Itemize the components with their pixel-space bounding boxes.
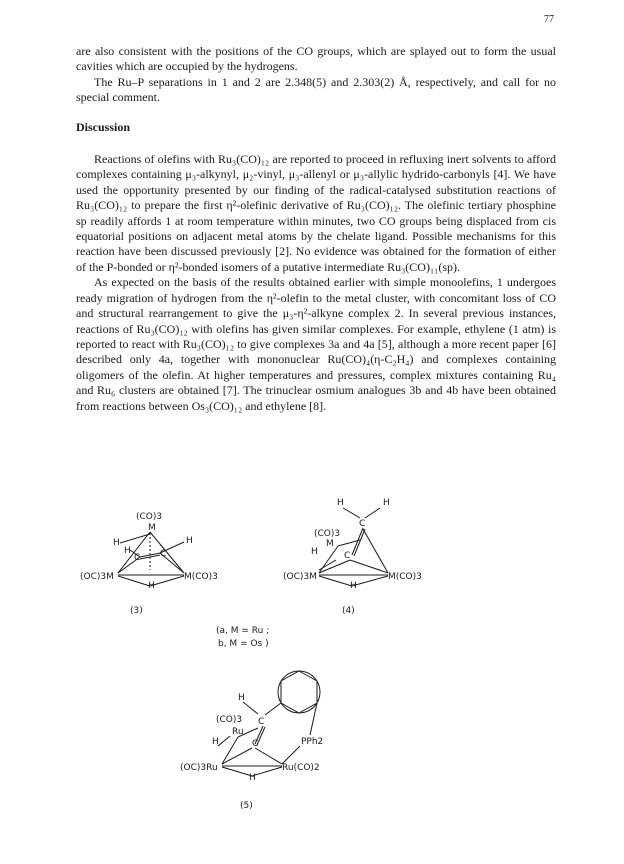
- paragraph-intro-1: are also consistent with the positions of the CO groups, which are splayed out to form the usual cavities which are occupied by the hydrogens.: [76, 44, 556, 74]
- s3-top-m: M: [148, 523, 156, 533]
- s3-h-left: H: [113, 538, 120, 548]
- structure-5: [180, 671, 323, 811]
- s4-bridge-h: H: [350, 581, 357, 591]
- s5-co: (CO)3: [216, 715, 243, 725]
- s5-label: (5): [240, 801, 253, 811]
- s3-c-right: C: [160, 549, 167, 559]
- s3-left-metal: (OC)3M: [80, 572, 114, 582]
- page-number: 77: [544, 14, 554, 25]
- s4-h: H: [311, 547, 318, 557]
- s4-h-left: H: [337, 498, 344, 508]
- s4-co: (CO)3: [314, 529, 341, 539]
- s5-bridge-h: H: [249, 773, 256, 783]
- s3-h-inner: H: [124, 546, 131, 556]
- s5-c-lower: C: [252, 739, 259, 749]
- structure-3: [80, 512, 218, 616]
- s5-pph2: PPh2: [301, 737, 324, 747]
- s3-top-co: (CO)3: [136, 512, 163, 522]
- s3-label: (3): [130, 606, 143, 616]
- s4-label: (4): [342, 606, 355, 616]
- s5-h-top: H: [238, 693, 245, 703]
- s5-c-top: C: [258, 717, 265, 727]
- s3-h-right: H: [186, 536, 193, 546]
- s4-c-lower: C: [344, 551, 351, 561]
- s4-c-top: C: [359, 519, 366, 529]
- legend-line-a: (a, M = Ru ;: [216, 626, 270, 636]
- s3-right-metal: M(CO)3: [184, 572, 218, 582]
- paragraph-discussion-1: Reactions of olefins with Ru₃(CO)₁₂ are reported to proceed in refluxing inert solvents to afford complexes containing μ₃-alkynyl, μ₂-vinyl, μ₃-allenyl or μ₃-allylic hydrido-carbonyls [4]. We have used the opportunity presented by our finding of the radical-catalysed substitution reactions of Ru₃(CO)₁₂ to prepare the first η²-olefinic derivative of Ru₃(CO)₁₂. The olefinic tertiary phosphine sp readily affords 1 at room temperature within minutes, two CO groups being displaced from cis equatorial positions on adjacent metal atoms by the chelate ligand. Possible mechanisms for this reaction have been discussed previously [2]. No evidence was obtained for the formation of either of the P-bonded or η²-bonded isomers of a putative intermediate Ru₃(CO)₁₁(sp).: [76, 152, 556, 274]
- section-heading: Discussion: [76, 119, 131, 134]
- s3-bridge-h: H: [148, 581, 155, 591]
- structure-4: [283, 498, 422, 616]
- s5-left-ru: (OC)3Ru: [180, 763, 218, 773]
- s4-m: M: [326, 539, 334, 549]
- s5-h-left: H: [212, 737, 219, 747]
- paragraph-intro-2: The Ru–P separations in 1 and 2 are 2.348(5) and 2.303(2) Å, respectively, and call for no special comment.: [76, 74, 556, 105]
- s4-h-right: H: [383, 498, 390, 508]
- paragraph-discussion-2: As expected on the basis of the results obtained earlier with simple monoolefins, 1 undergoes ready migration of hydrogen from the η²-olefin to the metal cluster, with concomitant loss of CO and structural rearrangement to give the μ₃-η²-alkyne complex 2. In several previous instances, reactions of Ru₃(CO)₁₂ with olefins has given similar complexes. For example, ethylene (1 atm) is reported to react with Ru₃(CO)₁₂ to give complexes 3a and 4a [5], although a more recent paper [6] described only 4a, together with mononuclear Ru(CO)₄(η-C₂H₄) and complexes containing oligomers of the olefin. At higher temperatures and pressures, complex mixtures containing Ru₄ and Ru₆ clusters are obtained [7]. The trinuclear osmium analogues 3b and 4b have been obtained from reactions between Os₃(CO)₁₂ and ethylene [8].: [76, 275, 556, 413]
- s3-c-left: C: [134, 553, 141, 563]
- s4-right-metal: M(CO)3: [388, 572, 422, 582]
- s4-left-metal: (OC)3M: [283, 572, 317, 582]
- s5-top-ru: Ru: [232, 727, 244, 737]
- s5-right-ru: Ru(CO)2: [282, 763, 320, 773]
- legend-line-b: b, M = Os ): [218, 639, 269, 649]
